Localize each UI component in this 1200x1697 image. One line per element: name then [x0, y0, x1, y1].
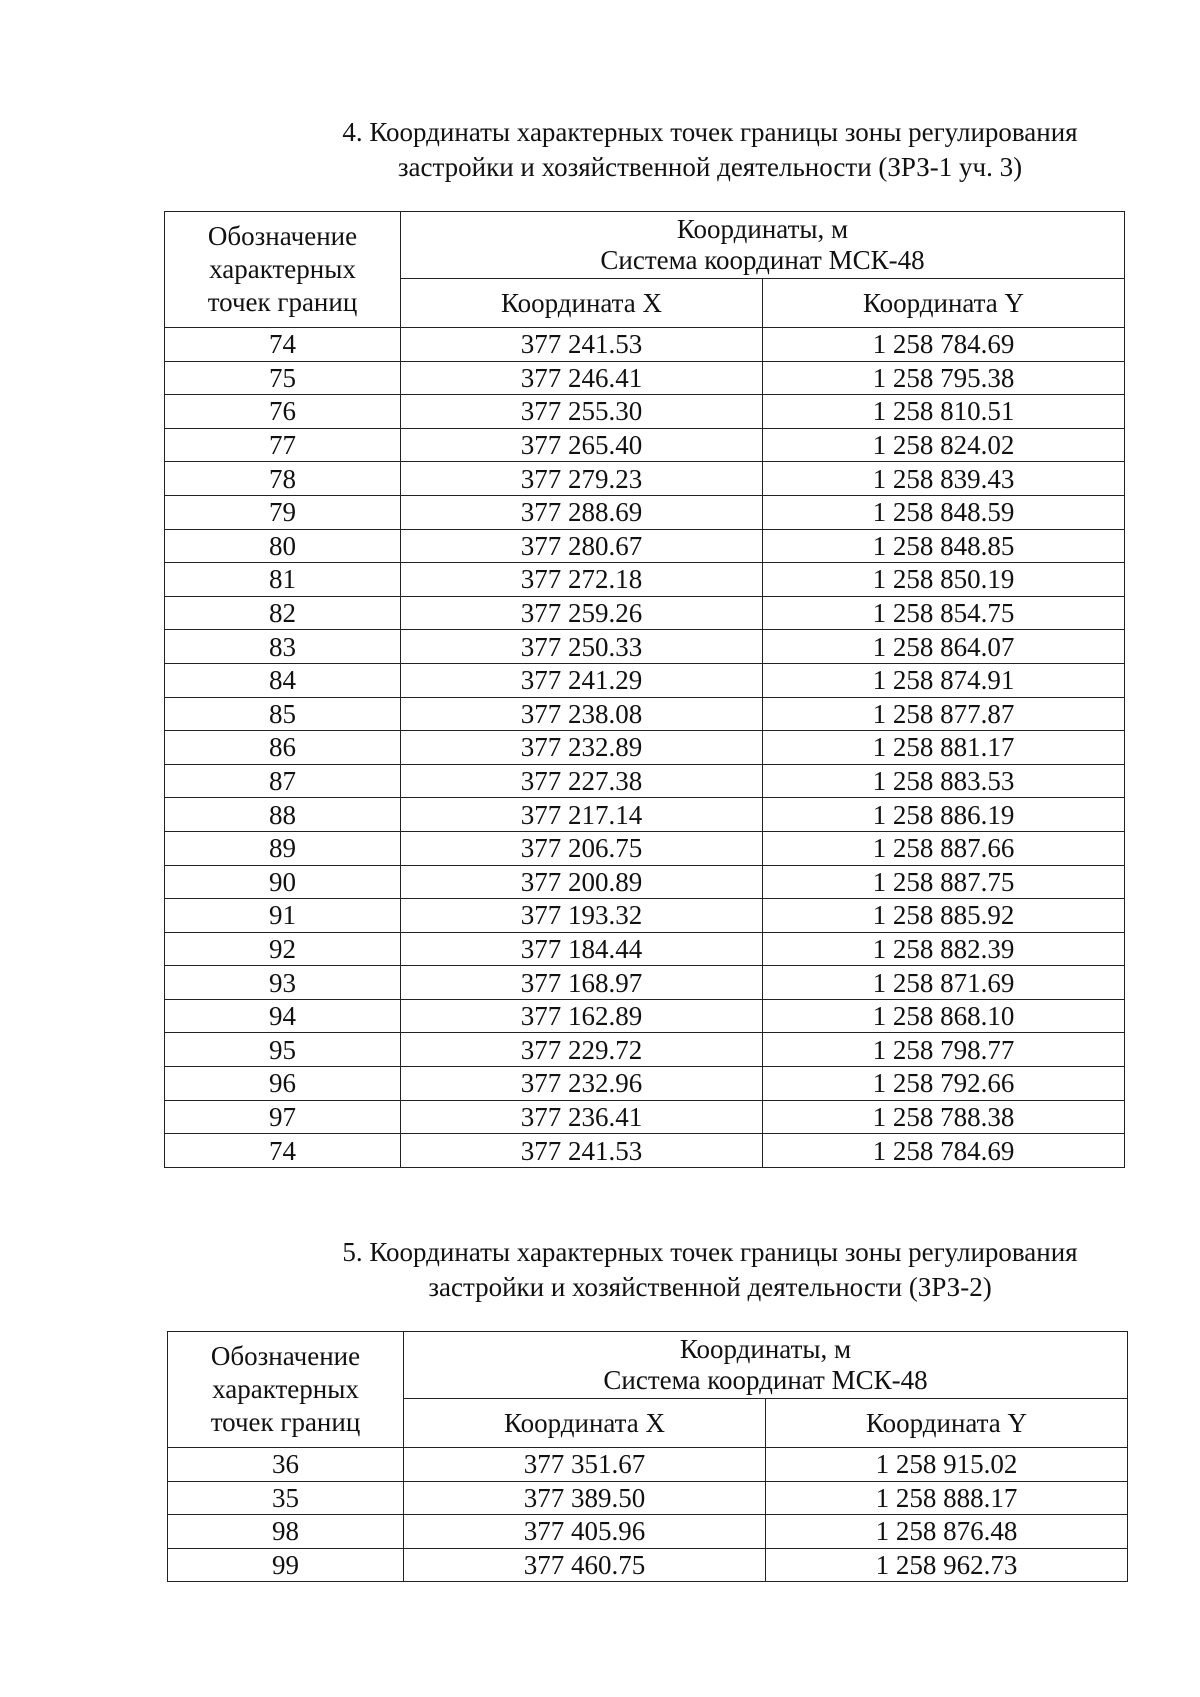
coordinate-y-cell: 1 258 850.19 [763, 563, 1125, 597]
coordinate-x-cell: 377 241.53 [401, 1134, 763, 1168]
point-cell: 84 [165, 663, 401, 697]
coords-header-line-2: Система координат МСК-48 [600, 245, 925, 275]
table-row [165, 495, 1125, 529]
table-row [165, 1067, 1125, 1101]
table-row [165, 563, 1125, 597]
point-cell: 36 [168, 1448, 404, 1482]
coordinate-x-header: Координата X [401, 279, 763, 328]
coordinate-y-cell: 1 258 824.02 [763, 428, 1125, 462]
table-row [165, 529, 1125, 563]
coordinates-table-zrz1 [164, 211, 1125, 1168]
coordinates-table-zrz2 [167, 1331, 1128, 1582]
coordinate-x-cell: 377 217.14 [401, 798, 763, 832]
section-4-title-line-2: застройки и хозяйственной деятельности (ЗРЗ-1 уч. 3) [397, 152, 1023, 182]
point-header-line-3: точек границ [207, 287, 358, 317]
coordinate-x-cell: 377 460.75 [404, 1548, 766, 1582]
point-cell: 85 [165, 697, 401, 731]
coordinate-y-header: Координата Y [766, 1399, 1128, 1448]
point-cell: 80 [165, 529, 401, 563]
coordinate-y-cell: 1 258 877.87 [763, 697, 1125, 731]
point-header-line-2: характерных [209, 254, 356, 284]
point-cell: 82 [165, 596, 401, 630]
coordinate-x-cell: 377 184.44 [401, 932, 763, 966]
table-row [165, 328, 1125, 362]
point-cell: 91 [165, 899, 401, 933]
section-4-title [300, 115, 1120, 185]
table-row [165, 798, 1125, 832]
table-row [165, 462, 1125, 496]
table-row [165, 596, 1125, 630]
table-row [165, 764, 1125, 798]
point-cell: 77 [165, 428, 401, 462]
coordinate-y-cell: 1 258 792.66 [763, 1067, 1125, 1101]
coordinate-y-cell: 1 258 915.02 [766, 1448, 1128, 1482]
table-row [168, 1548, 1128, 1582]
coordinate-x-cell: 377 162.89 [401, 999, 763, 1033]
point-cell: 75 [165, 361, 401, 395]
coordinate-x-cell: 377 232.89 [401, 731, 763, 765]
coordinate-y-cell: 1 258 882.39 [763, 932, 1125, 966]
coords-header-line-2: Система координат МСК-48 [603, 1365, 928, 1395]
point-header-line-1: Обозначение [207, 221, 358, 251]
coordinate-y-cell: 1 258 962.73 [766, 1548, 1128, 1582]
table-row [165, 932, 1125, 966]
coordinate-y-cell: 1 258 795.38 [763, 361, 1125, 395]
coordinate-x-cell: 377 280.67 [401, 529, 763, 563]
coordinate-x-cell: 377 206.75 [401, 831, 763, 865]
table-row [165, 361, 1125, 395]
coordinate-x-cell: 377 265.40 [401, 428, 763, 462]
point-cell: 98 [168, 1515, 404, 1549]
coordinate-x-cell: 377 193.32 [401, 899, 763, 933]
coordinate-x-cell: 377 241.53 [401, 328, 763, 362]
point-cell: 90 [165, 865, 401, 899]
point-cell: 92 [165, 932, 401, 966]
table-row [165, 428, 1125, 462]
coordinate-x-cell: 377 288.69 [401, 495, 763, 529]
point-cell: 76 [165, 395, 401, 429]
coordinate-y-cell: 1 258 784.69 [763, 328, 1125, 362]
point-cell: 89 [165, 831, 401, 865]
coordinate-y-cell: 1 258 881.17 [763, 731, 1125, 765]
coordinate-x-cell: 377 236.41 [401, 1100, 763, 1134]
table-row [165, 831, 1125, 865]
coordinate-y-cell: 1 258 798.77 [763, 1033, 1125, 1067]
point-designation-header [168, 1332, 404, 1448]
point-cell: 78 [165, 462, 401, 496]
point-cell: 87 [165, 764, 401, 798]
coordinate-x-cell: 377 250.33 [401, 630, 763, 664]
point-cell: 93 [165, 966, 401, 1000]
point-cell: 94 [165, 999, 401, 1033]
coordinate-x-cell: 377 200.89 [401, 865, 763, 899]
coordinate-y-cell: 1 258 788.38 [763, 1100, 1125, 1134]
point-header-line-2: характерных [212, 1374, 359, 1404]
point-cell: 86 [165, 731, 401, 765]
coordinate-y-cell: 1 258 871.69 [763, 966, 1125, 1000]
coordinate-y-cell: 1 258 784.69 [763, 1134, 1125, 1168]
point-cell: 74 [165, 328, 401, 362]
point-designation-header [165, 212, 401, 328]
table-row [165, 395, 1125, 429]
point-cell: 79 [165, 495, 401, 529]
coordinate-y-cell: 1 258 885.92 [763, 899, 1125, 933]
coordinate-y-cell: 1 258 848.85 [763, 529, 1125, 563]
point-cell: 95 [165, 1033, 401, 1067]
table-row [165, 697, 1125, 731]
section-5-title-line-1: 5. Координаты характерных точек границы зоны регулирования [342, 1237, 1078, 1267]
coordinate-x-cell: 377 241.29 [401, 663, 763, 697]
coordinate-x-cell: 377 232.96 [401, 1067, 763, 1101]
table-row [165, 1033, 1125, 1067]
coordinate-y-cell: 1 258 887.66 [763, 831, 1125, 865]
table-row [168, 1448, 1128, 1482]
point-cell: 83 [165, 630, 401, 664]
table-row [168, 1515, 1128, 1549]
coordinate-y-cell: 1 258 810.51 [763, 395, 1125, 429]
coordinate-y-cell: 1 258 839.43 [763, 462, 1125, 496]
coordinate-y-cell: 1 258 868.10 [763, 999, 1125, 1033]
table-row [165, 899, 1125, 933]
section-5-title-line-2: застройки и хозяйственной деятельности (ЗРЗ-2) [428, 1272, 992, 1302]
coordinate-x-cell: 377 168.97 [401, 966, 763, 1000]
table-row [165, 663, 1125, 697]
point-cell: 99 [168, 1548, 404, 1582]
coordinate-x-cell: 377 272.18 [401, 563, 763, 597]
point-cell: 96 [165, 1067, 401, 1101]
table-row [165, 999, 1125, 1033]
point-cell: 74 [165, 1134, 401, 1168]
point-cell: 88 [165, 798, 401, 832]
coordinates-group-header [401, 212, 1125, 279]
coordinate-y-cell: 1 258 876.48 [766, 1515, 1128, 1549]
point-cell: 97 [165, 1100, 401, 1134]
table-row [165, 630, 1125, 664]
coordinate-y-cell: 1 258 887.75 [763, 865, 1125, 899]
table-body [168, 1448, 1128, 1582]
coordinate-y-cell: 1 258 874.91 [763, 663, 1125, 697]
coordinate-x-cell: 377 389.50 [404, 1481, 766, 1515]
point-header-line-1: Обозначение [210, 1341, 361, 1371]
point-cell: 35 [168, 1481, 404, 1515]
coordinate-x-cell: 377 229.72 [401, 1033, 763, 1067]
coordinate-x-header: Координата X [404, 1399, 766, 1448]
section-5-title [300, 1235, 1120, 1305]
point-cell: 81 [165, 563, 401, 597]
table-row [165, 1134, 1125, 1168]
coords-header-line-1: Координаты, м [679, 1334, 852, 1364]
coordinate-x-cell: 377 255.30 [401, 395, 763, 429]
table-body [165, 328, 1125, 1168]
coordinate-y-cell: 1 258 883.53 [763, 764, 1125, 798]
coordinate-x-cell: 377 351.67 [404, 1448, 766, 1482]
coordinate-x-cell: 377 405.96 [404, 1515, 766, 1549]
coordinate-y-cell: 1 258 886.19 [763, 798, 1125, 832]
coordinate-x-cell: 377 279.23 [401, 462, 763, 496]
coordinate-y-header: Координата Y [763, 279, 1125, 328]
coordinates-group-header [404, 1332, 1128, 1399]
coordinate-y-cell: 1 258 848.59 [763, 495, 1125, 529]
coordinate-x-cell: 377 238.08 [401, 697, 763, 731]
section-4-title-line-1: 4. Координаты характерных точек границы зоны регулирования [342, 117, 1078, 147]
table-row [165, 731, 1125, 765]
table-row [165, 1100, 1125, 1134]
coords-header-line-1: Координаты, м [676, 214, 849, 244]
coordinate-y-cell: 1 258 854.75 [763, 596, 1125, 630]
coordinate-y-cell: 1 258 864.07 [763, 630, 1125, 664]
table-row [168, 1481, 1128, 1515]
coordinate-x-cell: 377 259.26 [401, 596, 763, 630]
point-header-line-3: точек границ [210, 1407, 361, 1437]
table-row [165, 966, 1125, 1000]
table-row [165, 865, 1125, 899]
coordinate-y-cell: 1 258 888.17 [766, 1481, 1128, 1515]
coordinate-x-cell: 377 227.38 [401, 764, 763, 798]
coordinate-x-cell: 377 246.41 [401, 361, 763, 395]
